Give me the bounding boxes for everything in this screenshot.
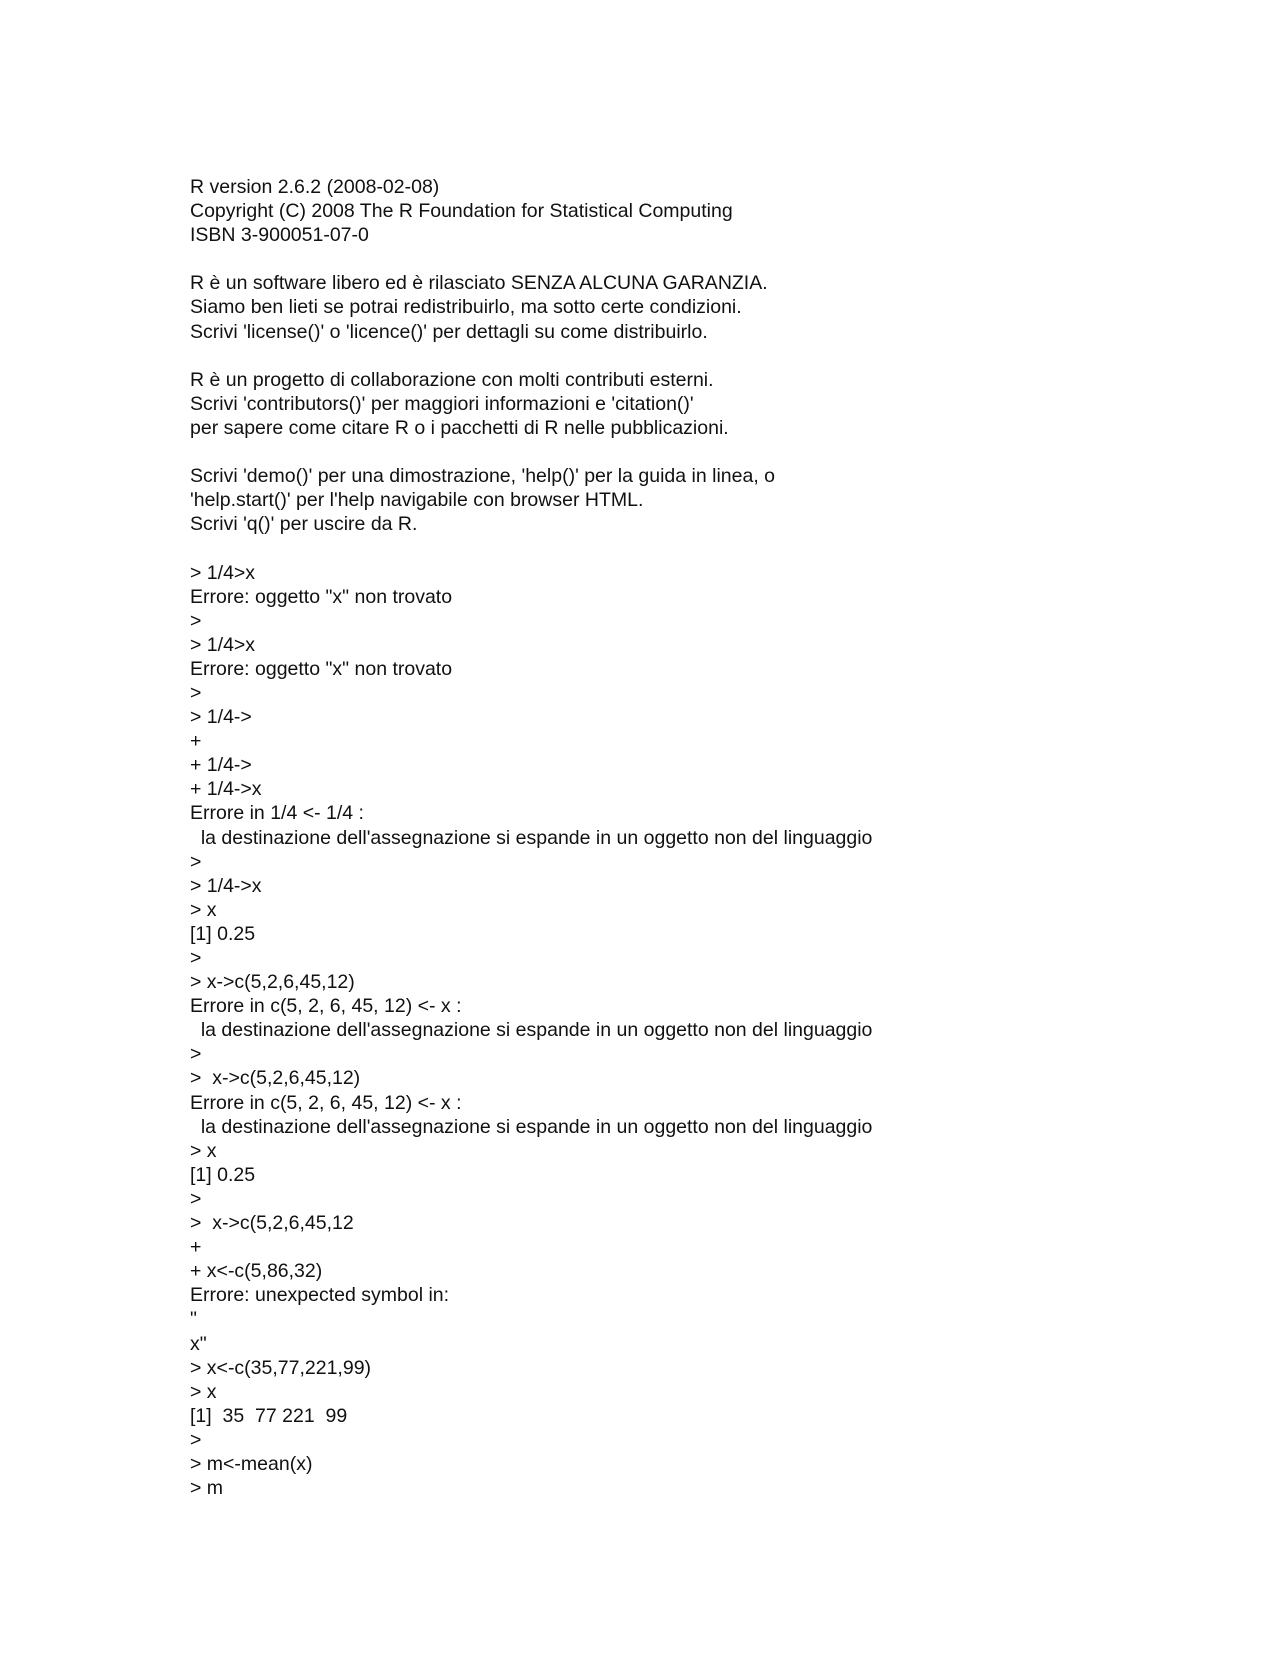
console-line — [190, 247, 1240, 271]
console-line: > x — [190, 1380, 217, 1403]
console-line: Errore in 1/4 <- 1/4 : — [190, 802, 364, 825]
console-line — [190, 440, 1240, 464]
console-line: + 1/4-> — [190, 754, 252, 777]
console-line: Scrivi 'q()' per uscire da R. — [190, 513, 418, 536]
console-line: > x->c(5,2,6,45,12) — [190, 971, 355, 994]
console-line: Siamo ben lieti se potrai redistribuirlo, ma sotto certe condizioni. — [190, 296, 742, 319]
console-line: > — [190, 1187, 202, 1210]
console-line: > 1/4>x — [190, 633, 256, 656]
console-line: Copyright (C) 2008 The R Foundation for Statistical Computing — [190, 200, 733, 223]
console-line: la destinazione dell'assegnazione si espande in un oggetto non del linguaggio — [190, 1019, 873, 1042]
console-line: > — [190, 1043, 202, 1066]
console-line: > — [190, 681, 202, 704]
console-line: + x<-c(5,86,32) — [190, 1260, 323, 1283]
console-line: > 1/4>x — [190, 561, 256, 584]
r-console-transcript — [190, 175, 1240, 1500]
console-line: Errore: oggetto "x" non trovato — [190, 585, 453, 608]
console-line: 'help.start()' per l'help navigabile con browser HTML. — [190, 489, 644, 512]
console-line: > 1/4->x — [190, 874, 262, 897]
console-line: ISBN 3-900051-07-0 — [190, 224, 369, 247]
console-line: > — [190, 947, 202, 969]
console-line: Scrivi 'demo()' per una dimostrazione, 'help()' per la guida in linea, o — [190, 465, 776, 488]
console-line: " — [190, 1308, 197, 1331]
console-line: la destinazione dell'assegnazione si espande in un oggetto non del linguaggio — [190, 826, 873, 849]
console-line: [1] 35 77 221 99 — [190, 1404, 348, 1427]
console-line: > m — [190, 1477, 224, 1500]
console-line: Errore in c(5, 2, 6, 45, 12) <- x : — [190, 995, 462, 1018]
console-line — [190, 344, 1240, 368]
console-line: > 1/4-> — [190, 706, 252, 729]
console-line: > — [190, 609, 202, 632]
console-line: > x — [190, 1139, 217, 1162]
console-line: > x->c(5,2,6,45,12 — [190, 1212, 354, 1235]
console-line — [190, 536, 1240, 560]
console-line: Scrivi 'license()' o 'licence()' per dettagli su come distribuirlo. — [190, 320, 708, 343]
console-line: > — [190, 1428, 202, 1451]
console-line: > x->c(5,2,6,45,12) — [190, 1067, 361, 1090]
console-line: R è un progetto di collaborazione con molti contributi esterni. — [190, 368, 714, 391]
console-line: R è un software libero ed è rilasciato SENZA ALCUNA GARANZIA. — [190, 272, 768, 295]
console-line: Scrivi 'contributors()' per maggiori informazioni e 'citation()' — [190, 392, 694, 415]
console-line: per sapere come citare R o i pacchetti di R nelle pubblicazioni. — [190, 416, 729, 439]
console-line: + — [190, 1236, 202, 1259]
console-line: x" — [190, 1332, 207, 1355]
console-line: > m<-mean(x) — [190, 1452, 313, 1475]
console-line: > — [190, 850, 202, 873]
console-line: [1] 0.25 — [190, 922, 256, 945]
console-line: [1] 0.25 — [190, 1163, 256, 1186]
console-line: + 1/4->x — [190, 778, 262, 801]
console-line: R version 2.6.2 (2008-02-08) — [190, 176, 440, 198]
console-line: la destinazione dell'assegnazione si espande in un oggetto non del linguaggio — [190, 1115, 873, 1138]
console-line: Errore: oggetto "x" non trovato — [190, 657, 453, 680]
console-line: Errore in c(5, 2, 6, 45, 12) <- x : — [190, 1091, 462, 1114]
console-line: > x — [190, 898, 217, 921]
console-line: > x<-c(35,77,221,99) — [190, 1356, 372, 1379]
console-line: + — [190, 730, 202, 753]
console-line: Errore: unexpected symbol in: — [190, 1284, 450, 1307]
